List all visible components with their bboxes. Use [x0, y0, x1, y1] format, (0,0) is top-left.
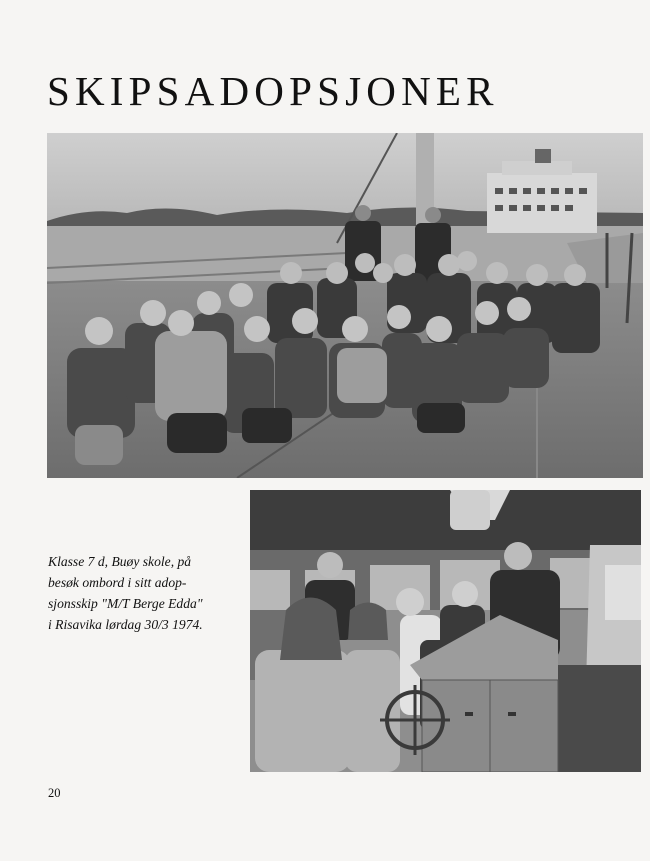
page-title: SKIPSADOPSJONER — [47, 68, 499, 115]
photo-caption — [48, 551, 238, 635]
page-number: 20 — [48, 786, 61, 800]
caption-line: sjonsskip "M/T Berge Edda" — [48, 596, 203, 611]
group-photo-deck — [47, 133, 643, 478]
group-photo-bridge — [250, 490, 641, 772]
caption-line: besøk ombord i sitt adop- — [48, 575, 187, 590]
caption-line: i Risavika lørdag 30/3 1974. — [48, 617, 203, 632]
caption-line: Klasse 7 d, Buøy skole, på — [48, 554, 192, 569]
